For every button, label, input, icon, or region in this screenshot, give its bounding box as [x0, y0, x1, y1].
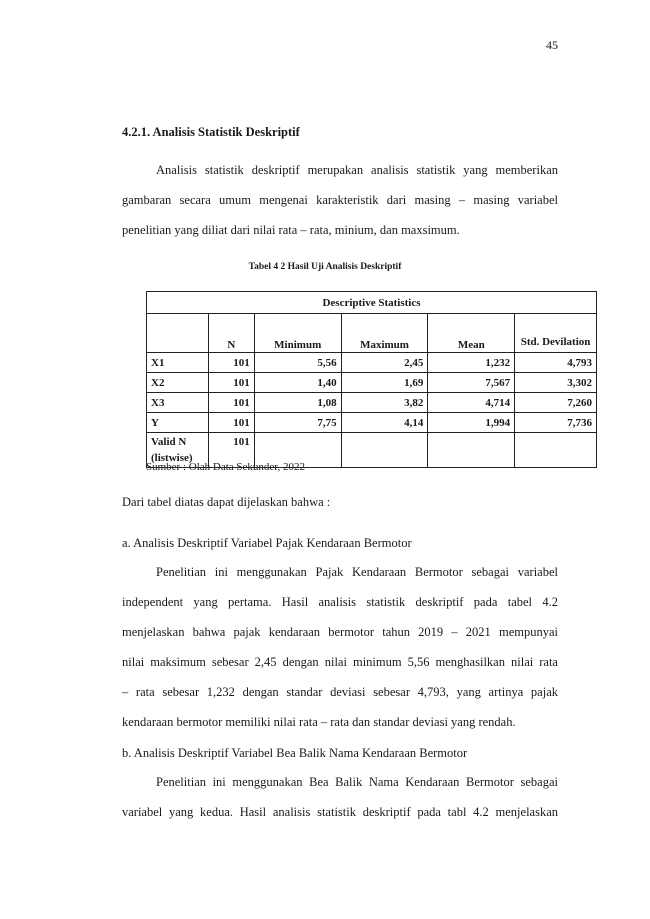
paragraph-line: – rata sebesar 1,232 dengan standar deviasi sebesar 4,793, yang artinya pajak — [122, 685, 558, 699]
column-header — [147, 314, 209, 353]
paragraph-line: kendaraan bermotor memiliki nilai rata – rata dan standar deviasi yang rendah. — [122, 715, 516, 729]
cell-mean: 7,567 — [428, 373, 515, 393]
cell-mean: 1,232 — [428, 353, 515, 373]
intro-paragraph — [122, 155, 558, 245]
cell-std: 7,260 — [515, 393, 597, 413]
cell-std: 7,736 — [515, 413, 597, 433]
cell-std: 3,302 — [515, 373, 597, 393]
row-label: Valid N (listwise) — [147, 433, 209, 468]
section-a-paragraph — [122, 557, 558, 737]
section-b-title: b. Analisis Deskriptif Variabel Bea Balik Nama Kendaraan Bermotor — [122, 746, 468, 760]
paragraph-line: nilai maksimum sebesar 2,45 dengan nilai minimum 5,56 menghasilkan nilai rata — [122, 655, 558, 669]
cell-minimum: 1,40 — [254, 373, 341, 393]
cell-minimum: 5,56 — [254, 353, 341, 373]
cell-mean: 4,714 — [428, 393, 515, 413]
table-title: Descriptive Statistics — [147, 292, 597, 314]
row-label: Y — [147, 413, 209, 433]
column-header: Std. Devilation — [515, 314, 597, 353]
paragraph-line: Penelitian ini menggunakan Bea Balik Nama Kendaraan Bermotor sebagai — [156, 775, 558, 789]
column-header: Minimum — [254, 314, 341, 353]
section-heading: 4.2.1. Analisis Statistik Deskriptif — [122, 125, 300, 139]
cell-n: 101 — [208, 373, 254, 393]
cell-maximum: 3,82 — [341, 393, 428, 413]
cell-minimum: 7,75 — [254, 413, 341, 433]
cell-n: 101 — [208, 413, 254, 433]
explain-intro: Dari tabel diatas dapat dijelaskan bahwa : — [122, 495, 331, 509]
cell-minimum: 1,08 — [254, 393, 341, 413]
row-label: X3 — [147, 393, 209, 413]
cell-n: 101 — [208, 393, 254, 413]
intro-line: Analisis statistik deskriptif merupakan analisis statistik yang memberikan — [156, 163, 558, 177]
page-number: 45 — [546, 38, 558, 52]
cell-std: 4,793 — [515, 353, 597, 373]
table-row — [147, 413, 597, 433]
descriptive-statistics-table — [146, 291, 597, 468]
source-note: Sumber : Olah Data Sekunder, 2022 — [146, 461, 306, 473]
paragraph-line: variabel yang kedua. Hasil analisis statistik deskriptif pada tabl 4.2 menjelaskan — [122, 805, 558, 819]
table-row — [147, 393, 597, 413]
row-label: X1 — [147, 353, 209, 373]
cell-mean — [428, 433, 515, 468]
cell-n: 101 — [208, 353, 254, 373]
cell-maximum: 2,45 — [341, 353, 428, 373]
intro-line: gambaran secara umum mengenai karakteristik dari masing – masing variabel — [122, 193, 558, 207]
cell-maximum: 4,14 — [341, 413, 428, 433]
paragraph-line: menjelaskan bahwa pajak kendaraan bermotor tahun 2019 – 2021 mempunyai — [122, 625, 558, 639]
column-header: N — [208, 314, 254, 353]
column-header: Maximum — [341, 314, 428, 353]
cell-maximum: 1,69 — [341, 373, 428, 393]
paragraph-line: Penelitian ini menggunakan Pajak Kendaraan Bermotor sebagai variabel — [156, 565, 558, 579]
paragraph-line: independent yang pertama. Hasil analisis statistik deskriptif pada tabel 4.2 — [122, 595, 558, 609]
table-row — [147, 353, 597, 373]
cell-maximum — [341, 433, 428, 468]
cell-n: 101 — [208, 433, 254, 468]
section-a-title: a. Analisis Deskriptif Variabel Pajak Kendaraan Bermotor — [122, 536, 412, 550]
table-caption: Tabel 4 2 Hasil Uji Analisis Deskriptif — [248, 262, 402, 272]
section-b-paragraph — [122, 767, 558, 827]
row-label: X2 — [147, 373, 209, 393]
cell-std — [515, 433, 597, 468]
column-header: Mean — [428, 314, 515, 353]
cell-mean: 1,994 — [428, 413, 515, 433]
table-row — [147, 373, 597, 393]
intro-line: penelitian yang diliat dari nilai rata – rata, minium, dan maxsimum. — [122, 223, 460, 237]
